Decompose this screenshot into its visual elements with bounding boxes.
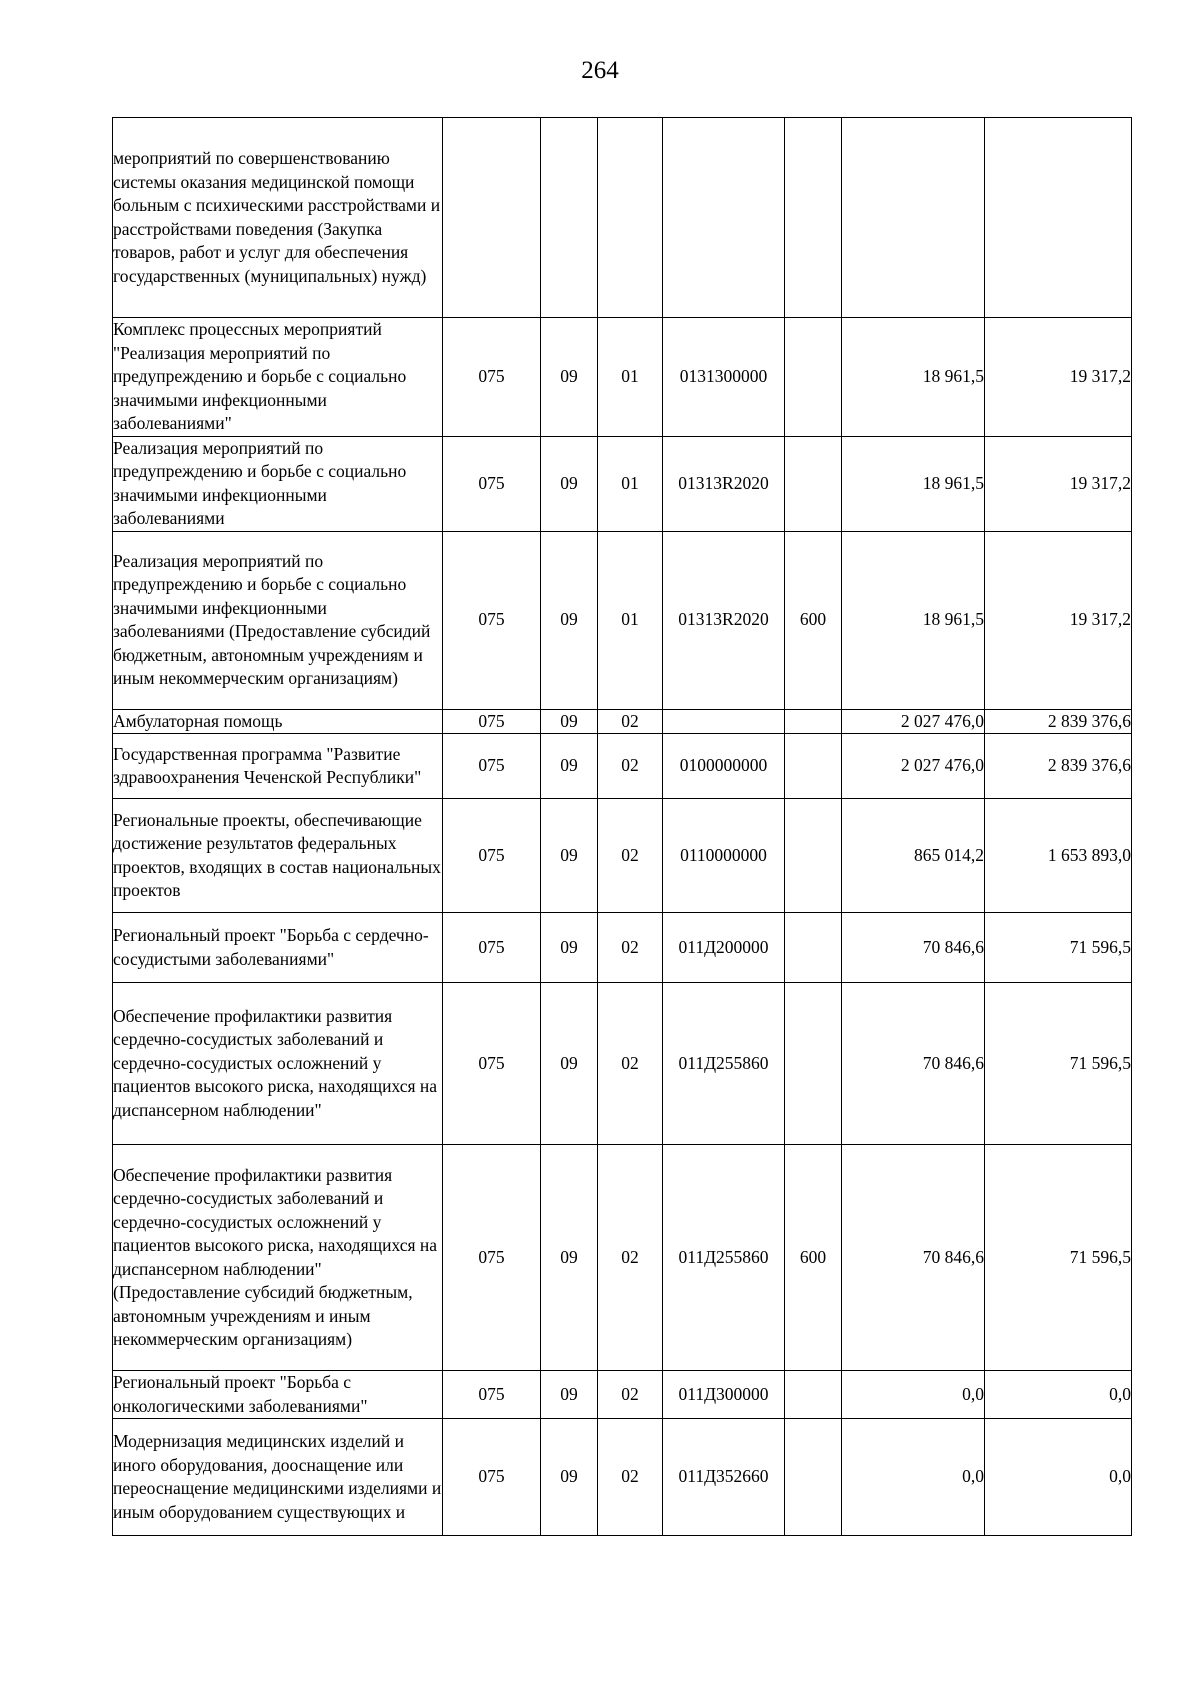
subsection-cell bbox=[598, 118, 663, 318]
grbs-cell: 075 bbox=[443, 436, 541, 531]
row-name-cell: Обеспечение профилактики развития сердечно-сосудистых заболеваний и сердечно-сосудистых осложнений у пациентов высокого риска, находящихся на диспансерном наблюдении" (Предоставление субсидий бюджетным, автономным учреждениям и иным некоммерческим организациям) bbox=[113, 1145, 443, 1371]
row-name-cell: Региональный проект "Борьба с сердечно-сосудистыми заболеваниями" bbox=[113, 913, 443, 983]
amount-year-2-cell bbox=[985, 118, 1132, 318]
amount-year-1-cell: 18 961,5 bbox=[842, 531, 985, 709]
section-cell: 09 bbox=[541, 799, 598, 913]
row-name-cell: Амбулаторная помощь bbox=[113, 709, 443, 734]
budget-table-body bbox=[113, 118, 1132, 1536]
table-row bbox=[113, 531, 1132, 709]
table-row bbox=[113, 913, 1132, 983]
target-article-cell: 01313R2020 bbox=[663, 436, 785, 531]
amount-year-2-cell: 0,0 bbox=[985, 1371, 1132, 1419]
page-number: 264 bbox=[581, 57, 619, 84]
grbs-cell: 075 bbox=[443, 1371, 541, 1419]
amount-year-2-cell: 19 317,2 bbox=[985, 436, 1132, 531]
amount-year-2-cell: 71 596,5 bbox=[985, 913, 1132, 983]
expense-type-cell bbox=[785, 118, 842, 318]
table-row bbox=[113, 1371, 1132, 1419]
target-article-cell: 011Д255860 bbox=[663, 1145, 785, 1371]
amount-year-2-cell: 2 839 376,6 bbox=[985, 709, 1132, 734]
target-article-cell: 011Д352660 bbox=[663, 1419, 785, 1536]
target-article-cell: 011Д200000 bbox=[663, 913, 785, 983]
target-article-cell: 0110000000 bbox=[663, 799, 785, 913]
target-article-cell: 0131300000 bbox=[663, 318, 785, 437]
amount-year-2-cell: 19 317,2 bbox=[985, 531, 1132, 709]
amount-year-1-cell: 0,0 bbox=[842, 1371, 985, 1419]
amount-year-2-cell: 1 653 893,0 bbox=[985, 799, 1132, 913]
section-cell: 09 bbox=[541, 1371, 598, 1419]
subsection-cell: 02 bbox=[598, 799, 663, 913]
row-name-cell: Региональный проект "Борьба с онкологическими заболеваниями" bbox=[113, 1371, 443, 1419]
expense-type-cell bbox=[785, 799, 842, 913]
amount-year-1-cell: 2 027 476,0 bbox=[842, 734, 985, 799]
expense-type-cell bbox=[785, 709, 842, 734]
expense-type-cell bbox=[785, 734, 842, 799]
row-name-cell: Реализация мероприятий по предупреждению и борьбе с социально значимыми инфекционными заболеваниями (Предоставление субсидий бюджетным, автономным учреждениям и иным некоммерческим организациям) bbox=[113, 531, 443, 709]
amount-year-1-cell: 0,0 bbox=[842, 1419, 985, 1536]
table-row bbox=[113, 1145, 1132, 1371]
subsection-cell: 02 bbox=[598, 734, 663, 799]
section-cell bbox=[541, 118, 598, 318]
table-row bbox=[113, 734, 1132, 799]
subsection-cell: 02 bbox=[598, 983, 663, 1145]
section-cell: 09 bbox=[541, 913, 598, 983]
section-cell: 09 bbox=[541, 531, 598, 709]
subsection-cell: 02 bbox=[598, 1371, 663, 1419]
amount-year-2-cell: 71 596,5 bbox=[985, 983, 1132, 1145]
amount-year-1-cell: 70 846,6 bbox=[842, 1145, 985, 1371]
target-article-cell: 01313R2020 bbox=[663, 531, 785, 709]
section-cell: 09 bbox=[541, 983, 598, 1145]
expense-type-cell bbox=[785, 318, 842, 437]
subsection-cell: 02 bbox=[598, 1419, 663, 1536]
table-row bbox=[113, 1419, 1132, 1536]
table-row bbox=[113, 709, 1132, 734]
amount-year-2-cell: 71 596,5 bbox=[985, 1145, 1132, 1371]
section-cell: 09 bbox=[541, 1145, 598, 1371]
amount-year-2-cell: 2 839 376,6 bbox=[985, 734, 1132, 799]
target-article-cell bbox=[663, 709, 785, 734]
grbs-cell: 075 bbox=[443, 913, 541, 983]
table-row bbox=[113, 799, 1132, 913]
table-row bbox=[113, 983, 1132, 1145]
expense-type-cell bbox=[785, 913, 842, 983]
section-cell: 09 bbox=[541, 734, 598, 799]
grbs-cell: 075 bbox=[443, 983, 541, 1145]
subsection-cell: 01 bbox=[598, 318, 663, 437]
expense-type-cell bbox=[785, 1371, 842, 1419]
grbs-cell: 075 bbox=[443, 799, 541, 913]
row-name-cell: Модернизация медицинских изделий и иного оборудования, дооснащение или переоснащение медицинскими изделиями и иным оборудованием существующих и bbox=[113, 1419, 443, 1536]
expense-type-cell bbox=[785, 436, 842, 531]
expense-type-cell: 600 bbox=[785, 1145, 842, 1371]
subsection-cell: 01 bbox=[598, 531, 663, 709]
grbs-cell: 075 bbox=[443, 1419, 541, 1536]
amount-year-1-cell: 18 961,5 bbox=[842, 436, 985, 531]
subsection-cell: 02 bbox=[598, 1145, 663, 1371]
expense-type-cell: 600 bbox=[785, 531, 842, 709]
table-row bbox=[113, 118, 1132, 318]
budget-table bbox=[112, 117, 1132, 1536]
section-cell: 09 bbox=[541, 436, 598, 531]
row-name-cell: Обеспечение профилактики развития сердечно-сосудистых заболеваний и сердечно-сосудистых осложнений у пациентов высокого риска, находящихся на диспансерном наблюдении" bbox=[113, 983, 443, 1145]
row-name-cell: Реализация мероприятий по предупреждению и борьбе с социально значимыми инфекционными заболеваниями bbox=[113, 436, 443, 531]
section-cell: 09 bbox=[541, 1419, 598, 1536]
target-article-cell: 011Д255860 bbox=[663, 983, 785, 1145]
expense-type-cell bbox=[785, 983, 842, 1145]
grbs-cell: 075 bbox=[443, 531, 541, 709]
row-name-cell: Комплекс процессных мероприятий "Реализация мероприятий по предупреждению и борьбе с социально значимыми инфекционными заболеваниями" bbox=[113, 318, 443, 437]
amount-year-1-cell: 18 961,5 bbox=[842, 318, 985, 437]
row-name-cell: Региональные проекты, обеспечивающие достижение результатов федеральных проектов, входящих в состав национальных проектов bbox=[113, 799, 443, 913]
subsection-cell: 02 bbox=[598, 709, 663, 734]
amount-year-2-cell: 19 317,2 bbox=[985, 318, 1132, 437]
target-article-cell: 0100000000 bbox=[663, 734, 785, 799]
row-name-cell: мероприятий по совершенствованию системы оказания медицинской помощи больным с психическими расстройствами и расстройствами поведения (Закупка товаров, работ и услуг для обеспечения государственных (муниципальных) нужд) bbox=[113, 118, 443, 318]
section-cell: 09 bbox=[541, 709, 598, 734]
amount-year-1-cell: 2 027 476,0 bbox=[842, 709, 985, 734]
amount-year-1-cell: 70 846,6 bbox=[842, 913, 985, 983]
expense-type-cell bbox=[785, 1419, 842, 1536]
grbs-cell: 075 bbox=[443, 318, 541, 437]
row-name-cell: Государственная программа "Развитие здравоохранения Чеченской Республики" bbox=[113, 734, 443, 799]
grbs-cell: 075 bbox=[443, 734, 541, 799]
target-article-cell: 011Д300000 bbox=[663, 1371, 785, 1419]
table-row bbox=[113, 318, 1132, 437]
amount-year-1-cell: 70 846,6 bbox=[842, 983, 985, 1145]
grbs-cell bbox=[443, 118, 541, 318]
subsection-cell: 01 bbox=[598, 436, 663, 531]
table-row bbox=[113, 436, 1132, 531]
grbs-cell: 075 bbox=[443, 1145, 541, 1371]
amount-year-1-cell: 865 014,2 bbox=[842, 799, 985, 913]
grbs-cell: 075 bbox=[443, 709, 541, 734]
subsection-cell: 02 bbox=[598, 913, 663, 983]
amount-year-1-cell bbox=[842, 118, 985, 318]
target-article-cell bbox=[663, 118, 785, 318]
section-cell: 09 bbox=[541, 318, 598, 437]
amount-year-2-cell: 0,0 bbox=[985, 1419, 1132, 1536]
